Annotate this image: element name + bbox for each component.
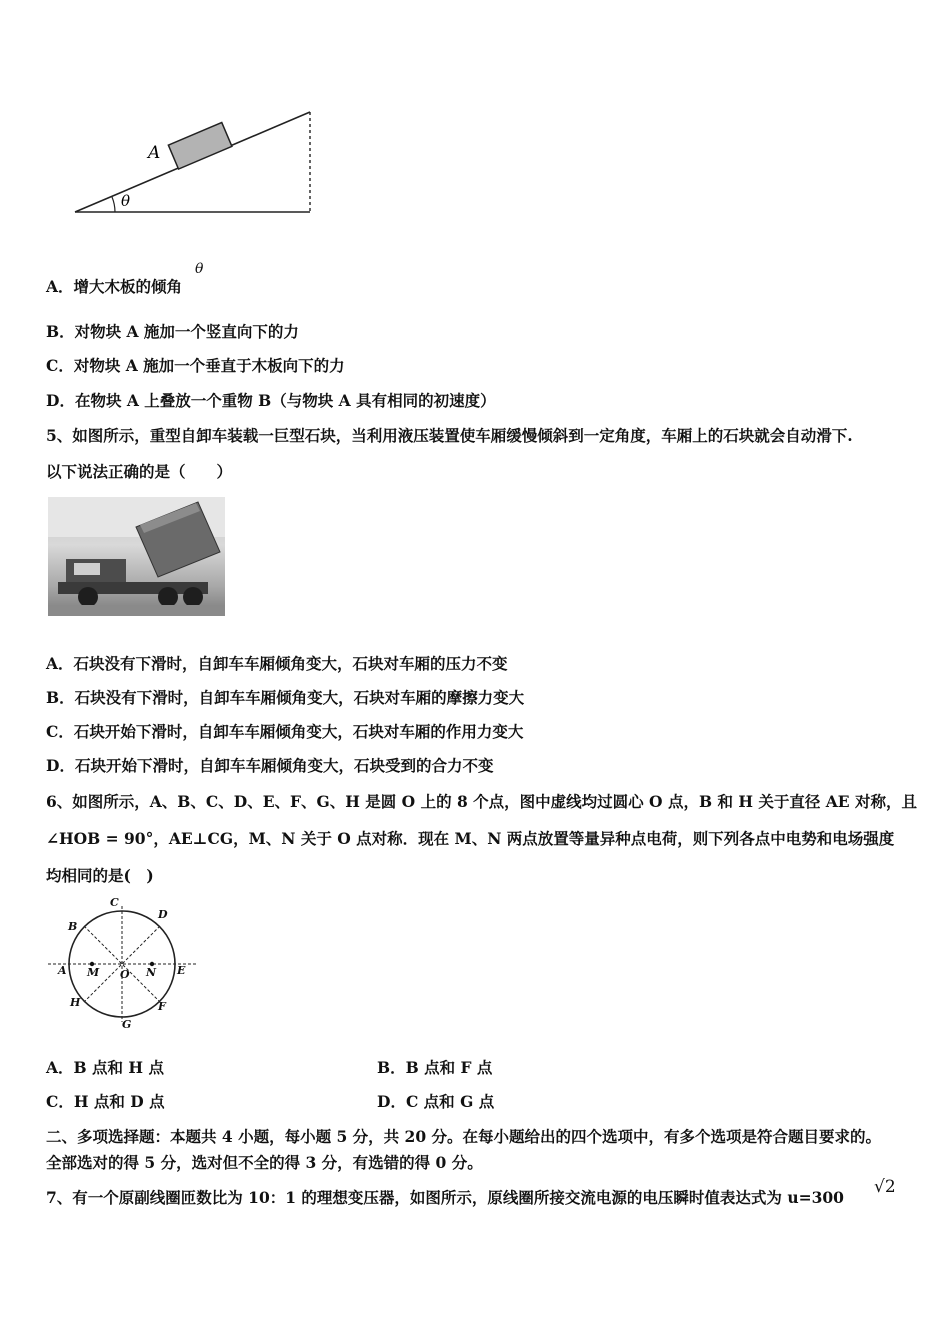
q4-option-b: B．对物块 A 施加一个竖直向下的力 (46, 322, 299, 341)
q6-stem-line1: 6、如图所示，A、B、C、D、E、F、G、H 是圆 O 上的 8 个点，图中虚线均过圆心 O 点，B 和 H 关于直径 AE 对称，且 (46, 792, 918, 811)
label-g: G (122, 1018, 132, 1031)
q4-option-c: C．对物块 A 施加一个垂直于木板向下的力 (46, 356, 345, 375)
q6-option-c: C．H 点和 D 点 (46, 1092, 165, 1111)
label-a: A (58, 964, 67, 977)
label-o: O (120, 968, 130, 981)
q5-stem-line2: 以下说法正确的是（ ） (46, 462, 233, 481)
q5-option-a: A．石块没有下滑时，自卸车车厢倾角变大，石块对车厢的压力不变 (46, 654, 508, 673)
q5-option-c: C．石块开始下滑时，自卸车车厢倾角变大，石块对车厢的作用力变大 (46, 722, 524, 741)
q6-stem-line2: ∠HOB = 90°，AE⊥CG，M、N 关于 O 点对称．现在 M、N 两点放置等量异种点电荷，则下列各点中电势和电场强度 (46, 829, 895, 848)
label-d: D (158, 908, 168, 921)
q5-option-b: B．石块没有下滑时，自卸车车厢倾角变大，石块对车厢的摩擦力变大 (46, 688, 525, 707)
circle-figure (44, 894, 204, 1034)
block-a (168, 122, 232, 169)
section2-line2: 全部选对的得 5 分，选对但不全的得 3 分，有选错的得 0 分。 (46, 1153, 483, 1172)
label-m: M (87, 966, 100, 979)
label-e: E (177, 964, 186, 977)
q6-option-a: A．B 点和 H 点 (46, 1058, 164, 1077)
q6-option-b: B．B 点和 F 点 (377, 1058, 493, 1077)
label-n: N (146, 966, 157, 979)
label-b: B (68, 920, 78, 933)
block-a-label: A (148, 143, 161, 163)
dump-truck-photo (48, 497, 225, 616)
q7-stem: 7、有一个原副线圈匝数比为 10：1 的理想变压器，如图所示，原线圈所接交流电源的电压瞬时值表达式为 u=300 (46, 1188, 844, 1207)
q6-option-d: D．C 点和 G 点 (377, 1092, 495, 1111)
section2-line1: 二、多项选择题：本题共 4 小题，每小题 5 分，共 20 分。在每小题给出的四个选项中，有多个选项是符合题目要求的。 (46, 1127, 882, 1146)
q4-option-d: D．在物块 A 上叠放一个重物 B（与物块 A 具有相同的初速度） (46, 391, 496, 410)
q4-option-a: A．增大木板的倾角 (46, 277, 183, 296)
q5-option-d: D．石块开始下滑时，自卸车车厢倾角变大，石块受到的合力不变 (46, 756, 494, 775)
label-c: C (110, 896, 119, 909)
q5-stem-line1: 5、如图所示，重型自卸车装载一巨型石块，当利用液压装置使车厢缓慢倾斜到一定角度，车厢上的石块就会自动滑下. (46, 426, 853, 445)
label-h: H (70, 996, 81, 1009)
theta-label: θ (121, 192, 131, 210)
label-f: F (158, 1000, 166, 1013)
theta-arc (112, 197, 115, 212)
q6-stem-line3: 均相同的是( ) (46, 866, 154, 885)
q4-option-a-theta: θ (195, 261, 204, 277)
q7-sqrt: √2 (874, 1177, 896, 1197)
incline-figure (60, 100, 330, 225)
